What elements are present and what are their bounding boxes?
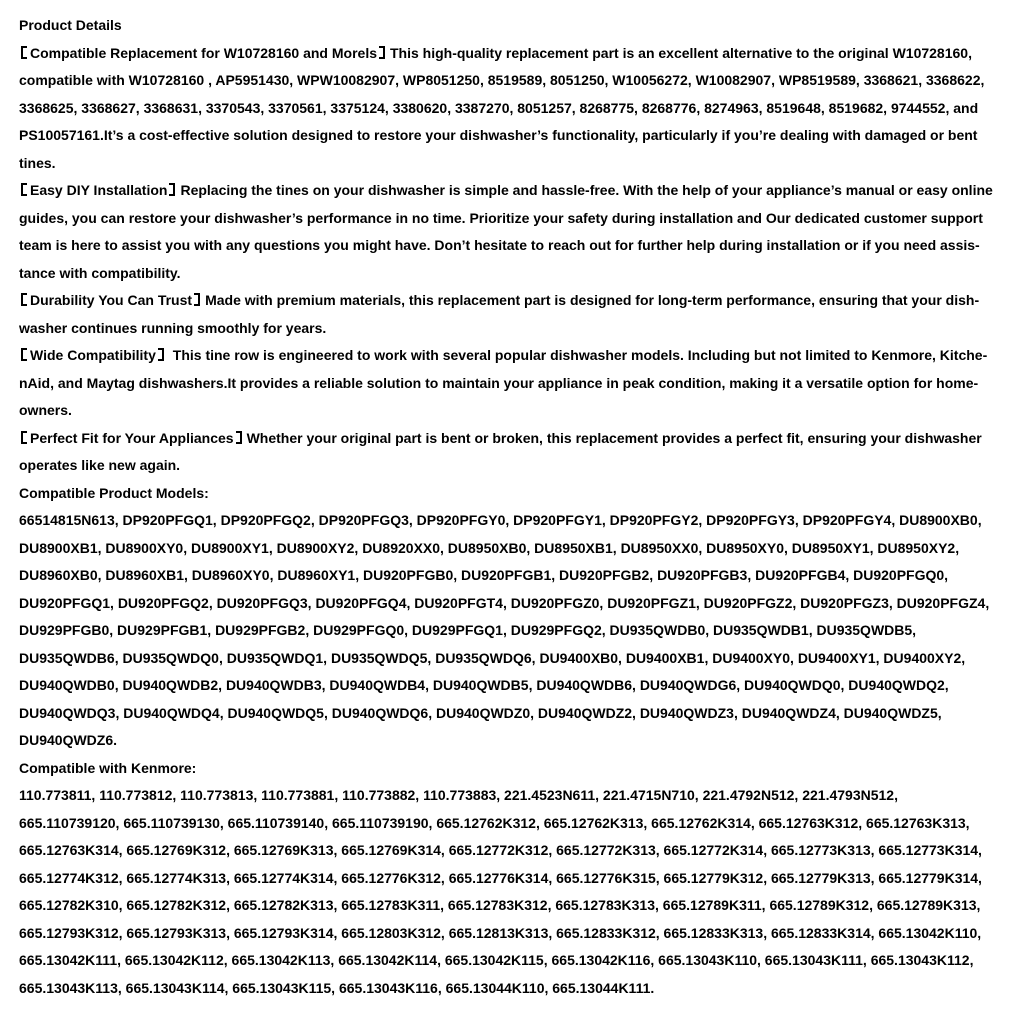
text-line: Perfect Fit for Your Appliances Whether your original part is bent or broken, this replacement provides a perfect fit, ensuring your dishwasher [19,425,1006,453]
text-line: Product Details [19,17,122,33]
text-line: 665.12782K310, 665.12782K312, 665.12782K313, 665.12783K311, 665.12783K312, 665.12783K313, 665.12789K311, 665.12789K312, 665.12789K313, [19,897,981,913]
compatible-with-kenmore-heading [19,755,1006,783]
text-line: Easy DIY Installation Replacing the tines on your dishwasher is simple and hassle-free. With the help of your appliance’s manual or easy online [19,177,1006,205]
text-line: team is here to assist you with any questions you might have. Don’t hesitate to reach out for further help during installation or if you need assis- [19,237,980,253]
text-line: PS10057161.It’s a cost-effective solution designed to restore your dishwasher’s functionality, particularly if you’re dealing with damaged or bent [19,127,978,143]
left-lenticular-bracket-icon [21,293,27,306]
text-line: 3368625, 3368627, 3368631, 3370543, 3370561, 3375124, 3380620, 3387270, 8051257, 8268775, 8268776, 8274963, 8519648, 8519682, 9744552, and [19,99,979,116]
compatible-product-models-heading [19,480,1006,508]
feature-durability [19,287,1006,342]
text-line: DU920PFGQ1, DU920PFGQ2, DU920PFGQ3, DU920PFGQ4, DU920PFGT4, DU920PFGZ0, DU920PFGZ1, DU920PFGZ2, DU920PFGZ3, DU920PFGZ4, [19,594,990,611]
compatible-product-models-list [19,507,1006,755]
text-line: DU940QWDZ6. [19,732,118,748]
text-line: 110.773811, 110.773812, 110.773813, 110.773881, 110.773882, 110.773883, 221.4523N611, 221.4715N710, 221.4792N512, 221.4793N512, [19,787,898,803]
text-line: owners. [19,402,72,418]
feature-wide-compatibility [19,342,1006,425]
feature-easy-diy-installation [19,177,1006,287]
text-line: DU929PFGB0, DU929PFGB1, DU929PFGB2, DU929PFGQ0, DU929PFGQ1, DU929PFGQ2, DU935QWDB0, DU935QWDB1, DU935QWDB5, [19,622,917,638]
right-lenticular-bracket-icon [236,431,242,444]
right-lenticular-bracket-icon [158,348,164,361]
text-line: Compatible Product Models: [19,484,209,501]
right-lenticular-bracket-icon [379,46,385,59]
text-line: DU940QWDQ3, DU940QWDQ4, DU940QWDQ5, DU940QWDQ6, DU940QWDZ0, DU940QWDZ2, DU940QWDZ3, DU940QWDZ4, DU940QWDZ5, [19,704,942,721]
product-details-heading [19,12,1006,40]
feature-compatible-replacement [19,40,1006,178]
right-lenticular-bracket-icon [194,293,200,306]
text-line: DU935QWDB6, DU935QWDQ0, DU935QWDQ1, DU935QWDQ5, DU935QWDQ6, DU9400XB0, DU9400XB1, DU9400XY0, DU9400XY1, DU9400XY2, [19,649,966,666]
text-line: 665.12763K314, 665.12769K312, 665.12769K313, 665.12769K314, 665.12772K312, 665.12772K313, 665.12772K314, 665.12773K313, 665.12773K314, [19,842,982,858]
feature-perfect-fit [19,425,1006,480]
text-line: nAid, and Maytag dishwashers.It provides a reliable solution to maintain your appliance in peak condition, making it a versatile option for home- [19,374,979,391]
left-lenticular-bracket-icon [21,46,27,59]
text-line: Compatible with Kenmore: [19,759,197,776]
text-line: 665.12774K312, 665.12774K313, 665.12774K314, 665.12776K312, 665.12776K314, 665.12776K315, 665.12779K312, 665.12779K313, 665.12779K314, [19,869,982,886]
text-line: DU8960XB0, DU8960XB1, DU8960XY0, DU8960XY1, DU920PFGB0, DU920PFGB1, DU920PFGB2, DU920PFGB3, DU920PFGB4, DU920PFGQ0, [19,567,949,583]
text-line: 665.13043K113, 665.13043K114, 665.13043K115, 665.13043K116, 665.13044K110, 665.13044K111. [19,979,655,996]
left-lenticular-bracket-icon [21,183,27,196]
text-line: DU8900XB1, DU8900XY0, DU8900XY1, DU8900XY2, DU8920XX0, DU8950XB0, DU8950XB1, DU8950XX0, DU8950XY0, DU8950XY1, DU8950XY2, [19,539,960,556]
kenmore-models-list [19,782,1006,1002]
text-line: 665.110739120, 665.110739130, 665.110739140, 665.110739190, 665.12762K312, 665.12762K313, 665.12762K314, 665.12763K312, 665.12763K313, [19,814,970,831]
text-line: compatible with W10728160 , AP5951430, WPW10082907, WP8051250, 8519589, 8051250, W10056272, W10082907, WP8519589, 3368621, 3368622, [19,72,985,88]
text-line: Durability You Can Trust Made with premium materials, this replacement part is designed for long-term performance, ensuring that your dish- [19,287,1006,315]
text-line: 665.13042K111, 665.13042K112, 665.13042K113, 665.13042K114, 665.13042K115, 665.13042K116, 665.13043K110, 665.13043K111, 665.13043K112, [19,952,974,968]
right-lenticular-bracket-icon [169,183,175,196]
left-lenticular-bracket-icon [21,431,27,444]
text-line: DU940QWDB0, DU940QWDB2, DU940QWDB3, DU940QWDB4, DU940QWDB5, DU940QWDB6, DU940QWDG6, DU940QWDQ0, DU940QWDQ2, [19,677,949,693]
text-line: washer continues running smoothly for years. [19,319,327,336]
text-line: operates like new again. [19,457,181,473]
text-line: 665.12793K312, 665.12793K313, 665.12793K314, 665.12803K312, 665.12813K313, 665.12833K312, 665.12833K313, 665.12833K314, 665.13042K110, [19,924,982,941]
text-line: tance with compatibility. [19,264,181,281]
text-line: tines. [19,154,56,171]
text-line: Compatible Replacement for W10728160 and Morels This high-quality replacement part is an excellent alternative to the original W10728160, [19,40,1006,68]
left-lenticular-bracket-icon [21,348,27,361]
text-line: guides, you can restore your dishwasher’s performance in no time. Prioritize your safety during installation and Our dedicated customer support [19,209,983,226]
text-line: Wide Compatibility This tine row is engineered to work with several popular dishwasher models. Including but not limited to Kenmore, Kitche- [19,342,1006,370]
text-line: 66514815N613, DP920PFGQ1, DP920PFGQ2, DP920PFGQ3, DP920PFGY0, DP920PFGY1, DP920PFGY2, DP920PFGY3, DP920PFGY4, DU8900XB0, [19,512,982,528]
